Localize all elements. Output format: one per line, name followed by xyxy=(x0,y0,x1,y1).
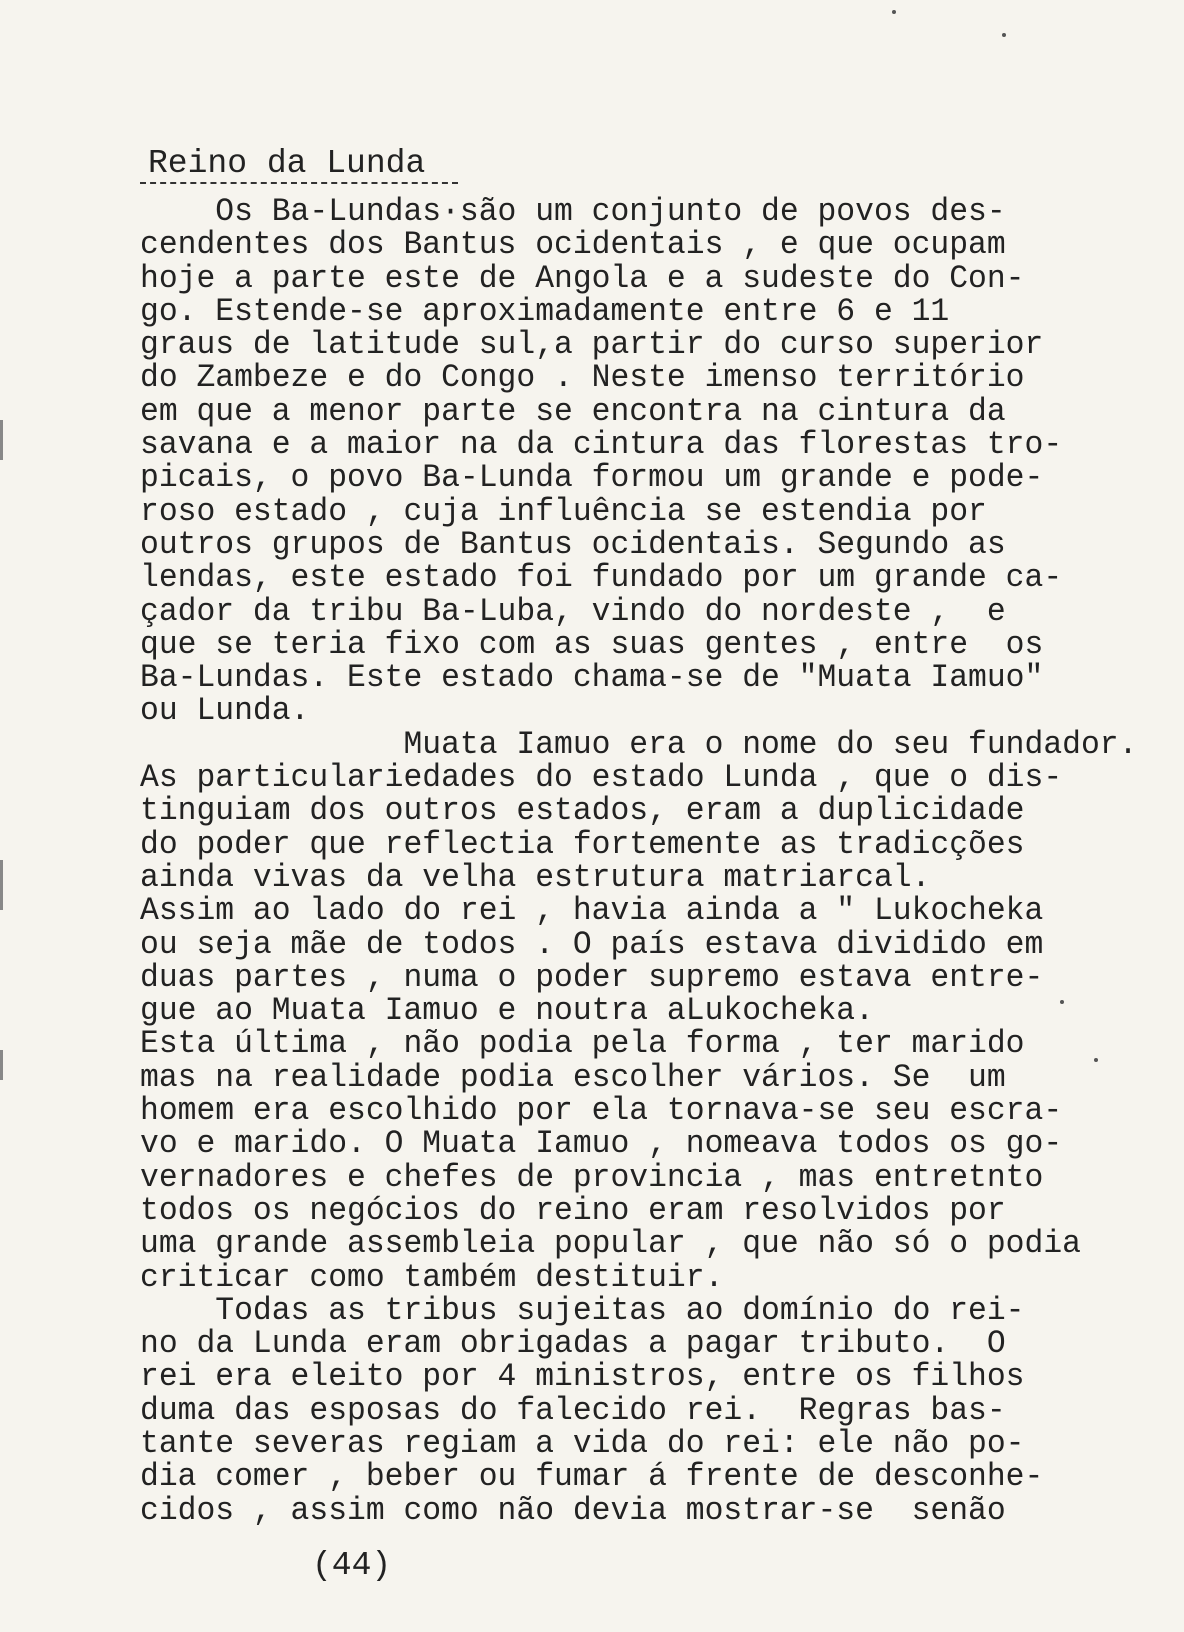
text-line: duas partes , numa o poder supremo estava entre- xyxy=(140,958,1044,996)
text-line: cidos , assim como não devia mostrar-se senão xyxy=(140,1491,1006,1529)
text-line: do Zambeze e do Congo . Neste imenso território xyxy=(140,359,1025,397)
scan-speck xyxy=(892,10,896,14)
text-line: graus de latitude sul,a partir do curso superior xyxy=(140,326,1044,364)
text-line: tinguiam dos outros estados, eram a duplicidade xyxy=(140,792,1025,830)
text-line: duma das esposas do falecido rei. Regras bas- xyxy=(140,1391,1006,1429)
text-line: As particulariedades do estado Lunda , que o dis- xyxy=(140,759,1063,797)
text-line: mas na realidade podia escolher vários. Se um xyxy=(140,1058,1006,1096)
text-line: lendas, este estado foi fundado por um grande ca- xyxy=(140,559,1063,597)
scan-speck xyxy=(1094,1058,1098,1062)
text-line: em que a menor parte se encontra na cintura da xyxy=(140,392,1006,430)
text-line: Ba-Lundas. Este estado chama-se de "Muata Iamuo" xyxy=(140,659,1044,697)
text-line: no da Lunda eram obrigadas a pagar tributo. O xyxy=(140,1325,1006,1363)
text-line: roso estado , cuja influência se estendia por xyxy=(140,492,987,530)
text-line: todos os negócios do reino eram resolvidos por xyxy=(140,1191,1006,1229)
text-line: çador da tribu Ba-Luba, vindo do nordeste , e xyxy=(140,592,1006,630)
text-line: outros grupos de Bantus ocidentais. Segundo as xyxy=(140,525,1006,563)
scan-speck xyxy=(1002,33,1006,37)
text-line: que se teria fixo com as suas gentes , entre os xyxy=(140,625,1044,663)
text-line: hoje a parte este de Angola e a sudeste do Con- xyxy=(140,259,1025,297)
scan-speck xyxy=(1060,1000,1064,1004)
text-line: savana e a maior na da cintura das florestas tro- xyxy=(140,426,1063,464)
scan-edge-mark xyxy=(0,1050,3,1080)
text-line: uma grande assembleia popular , que não só o podia xyxy=(140,1225,1081,1263)
text-line: ainda vivas da velha estrutura matriarcal. xyxy=(140,858,931,896)
document-title: Reino da Lunda xyxy=(148,145,426,182)
title-underline xyxy=(140,182,458,184)
text-line: vernadores e chefes de provincia , mas entretnto xyxy=(140,1158,1044,1196)
text-line: Assim ao lado do rei , havia ainda a " Lukocheka xyxy=(140,892,1044,930)
text-line: criticar como também destituir. xyxy=(140,1258,724,1296)
scan-edge-mark xyxy=(0,420,3,460)
text-line: vo e marido. O Muata Iamuo , nomeava todos os go- xyxy=(140,1125,1063,1163)
text-line: go. Estende-se aproximadamente entre 6 e 11 xyxy=(140,292,950,330)
text-line: Todas as tribus sujeitas ao domínio do rei- xyxy=(140,1291,1025,1329)
body-text xyxy=(140,195,1160,1527)
scan-edge-mark xyxy=(0,860,3,910)
text-line: tante severas regiam a vida do rei: ele não po- xyxy=(140,1424,1025,1462)
page-number: (44) xyxy=(312,1547,392,1584)
text-line: Esta última , não podia pela forma , ter marido xyxy=(140,1025,1025,1063)
text-line: dia comer , beber ou fumar á frente de desconhe- xyxy=(140,1458,1044,1496)
text-line: Os Ba-Lundas·são um conjunto de povos des- xyxy=(140,193,1006,230)
text-line: homem era escolhido por ela tornava-se seu escra- xyxy=(140,1092,1063,1130)
text-line: rei era eleito por 4 ministros, entre os filhos xyxy=(140,1358,1025,1396)
text-line: cendentes dos Bantus ocidentais , e que ocupam xyxy=(140,226,1006,264)
text-line: Muata Iamuo era o nome do seu fundador. xyxy=(140,725,1138,763)
text-line: gue ao Muata Iamuo e noutra aLukocheka. xyxy=(140,992,874,1030)
text-line: ou seja mãe de todos . O país estava dividido em xyxy=(140,925,1044,963)
text-line: picais, o povo Ba-Lunda formou um grande e pode- xyxy=(140,459,1044,497)
text-line: do poder que reflectia fortemente as tradicções xyxy=(140,825,1025,863)
text-line: ou Lunda. xyxy=(140,692,310,730)
